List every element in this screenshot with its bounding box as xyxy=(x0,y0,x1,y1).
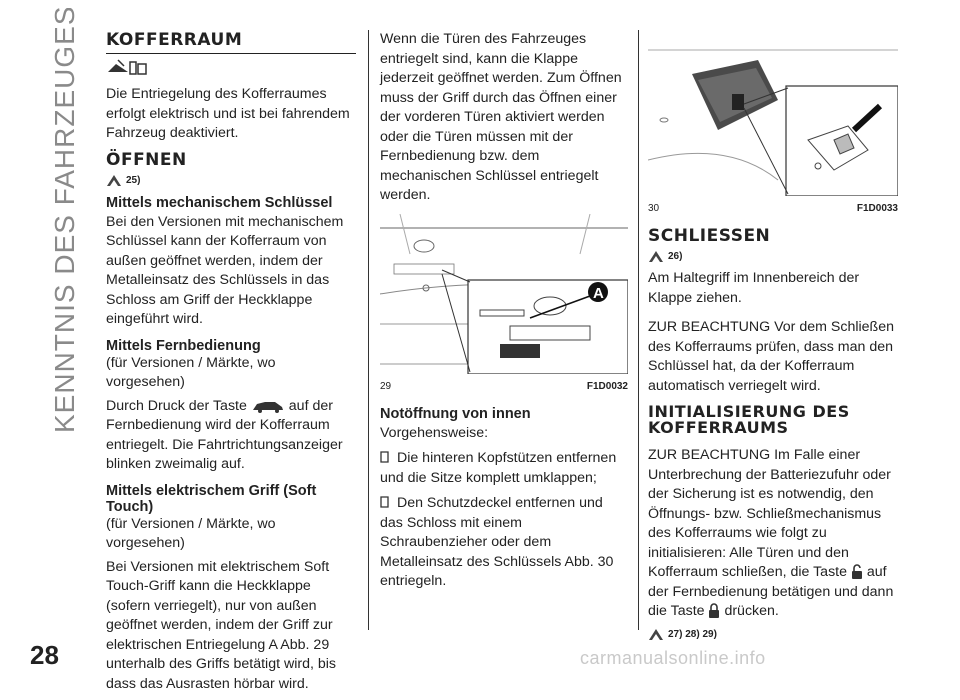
unlocked-text: Wenn die Türen des Fahrzeuges entriegelt sind, kann die Klappe jederzeit geöffnet werden. Zum Öffnen muss der Griff durch das Öffnen einer der vorderen Türen aktiviert werden oder die Türen müssen mit der Fernbedienung bzw. dem mechanischen Schlüssel entriegelt werden. xyxy=(380,31,622,203)
column-divider-2 xyxy=(638,30,639,630)
fig-29-number: 29 xyxy=(380,380,392,392)
lock-icon xyxy=(708,603,720,618)
init-text-c: drücken. xyxy=(724,603,779,619)
column-2 xyxy=(380,30,628,598)
page-number: 28 xyxy=(30,640,59,670)
remote-text-b: auf der Fernbedienung wird der Kofferraum entriegelt. Die Fahrtrichtungsanzeiger blinken zweimalig auf. xyxy=(106,397,343,472)
figure-30 xyxy=(648,30,898,214)
side-chapter-title xyxy=(20,8,90,438)
column-1 xyxy=(106,30,356,700)
soft-touch-sub: (für Versionen / Märkte, wo vorgesehen) xyxy=(106,515,276,551)
heading-schliessen: SCHLIESSEN xyxy=(648,226,771,246)
ref-25-label: 25) xyxy=(126,174,141,186)
step-1-text: Die hinteren Kopfstützen entfernen und die Sitze komplett umklappen; xyxy=(380,450,617,486)
step-2 xyxy=(380,494,628,592)
warning-ref-25 xyxy=(106,174,356,187)
heading-emergency: Notöffnung von innen xyxy=(380,405,531,422)
warning-triangle-icon xyxy=(106,174,122,187)
bullet-icon xyxy=(380,451,390,463)
close-text: Am Haltegriff im Innenbereich der Klappe ziehen. xyxy=(648,270,860,306)
mech-key-text: Bei den Versionen mit mechanischem Schlüssel kann der Kofferraum von außen geöffnet werden, indem der Metalleinsatz des Schlüssels in das Schloss am Griff der Heckklappe eingeführt wird. xyxy=(106,213,344,327)
warning-triangle-icon xyxy=(648,628,664,641)
figure-29 xyxy=(380,214,628,392)
bullet-icon xyxy=(380,496,390,508)
car-trunk-button-icon xyxy=(251,399,285,413)
figure-30-illustration xyxy=(648,30,898,196)
heading-soft-touch: Mittels elektrischem Griff (Soft Touch) xyxy=(106,482,317,515)
ref-26-label: 26) xyxy=(668,251,683,262)
init-text-a: ZUR BEACHTUNG Im Falle einer Unterbrechung der Batteriezufuhr oder der Sicherung ist es notwendig, den Öffnungs- bzw. Schließmechanismus des Kofferraums wie folgt zu initialisieren: Alle Türen und den Kofferraum schließen, die Taste xyxy=(648,447,891,580)
remote-text xyxy=(106,397,356,475)
heading-oeffnen: ÖFFNEN xyxy=(106,149,187,170)
soft-touch-text: Bei Versionen mit elektrischem Soft Touch-Griff kann die Heckklappe (sofern verriegelt), nur von außen geöffnet werden, indem der Griff zur elektrischen Entriegelung A Abb. 29 unterhalb des Griffs betätigt wird, bis dass das Ausrasten hörbar wird. xyxy=(106,558,337,692)
warning-triangle-icon xyxy=(648,250,664,263)
figure-30-caption xyxy=(648,203,898,214)
heading-initialisierung: INITIALISIERUNG DES KOFFERRAUMS xyxy=(648,402,850,437)
heading-kofferraum: KOFFERRAUM xyxy=(106,30,356,54)
procedure-label: Vorgehensweise: xyxy=(380,424,489,441)
refs-27-29-label: 27) 28) 29) xyxy=(668,628,717,640)
fig-29-label-a: A xyxy=(593,284,604,302)
fig-30-number: 30 xyxy=(648,203,660,214)
figure-29-caption xyxy=(380,381,628,392)
init-text xyxy=(648,446,898,622)
figure-29-illustration xyxy=(380,214,628,374)
intro-text: Die Entriegelung des Kofferraumes erfolgt elektrisch und ist bei fahrendem Fahrzeug deaktiviert. xyxy=(106,86,350,141)
step-2-text: Den Schutzdeckel entfernen und das Schloss mit einem Schraubenzieher oder dem Metalleinsatz des Schlüssels Abb. 30 entriegeln. xyxy=(380,495,614,589)
column-3 xyxy=(648,30,898,647)
heading-mech-key: Mittels mechanischem Schlüssel xyxy=(106,194,333,211)
close-note: ZUR BEACHTUNG Vor dem Schließen des Kofferraums prüfen, dass man den Schlüssel hat, da der Kofferraum automatisch verriegelt wird. xyxy=(648,319,894,394)
remote-sub: (für Versionen / Märkte, wo vorgesehen) xyxy=(106,354,276,390)
step-1 xyxy=(380,449,628,488)
remote-text-a: Durch Druck der Taste xyxy=(106,397,247,414)
trunk-icon xyxy=(106,58,356,83)
heading-remote: Mittels Fernbedienung xyxy=(106,337,261,354)
init-text-b: auf der Fernbedienung betätigen und dann die Taste xyxy=(648,564,894,619)
watermark: carmanualsonline.info xyxy=(580,648,766,668)
side-title-text: KENNTNIS DES FAHRZEUGES xyxy=(49,8,80,433)
column-divider-1 xyxy=(368,30,369,630)
fig-29-code: F1D0032 xyxy=(586,380,628,392)
warning-ref-27-29 xyxy=(648,628,898,641)
warning-ref-26 xyxy=(648,250,898,263)
fig-30-code: F1D0033 xyxy=(856,203,898,214)
side-title-svg xyxy=(20,8,90,438)
unlock-icon xyxy=(851,564,863,579)
